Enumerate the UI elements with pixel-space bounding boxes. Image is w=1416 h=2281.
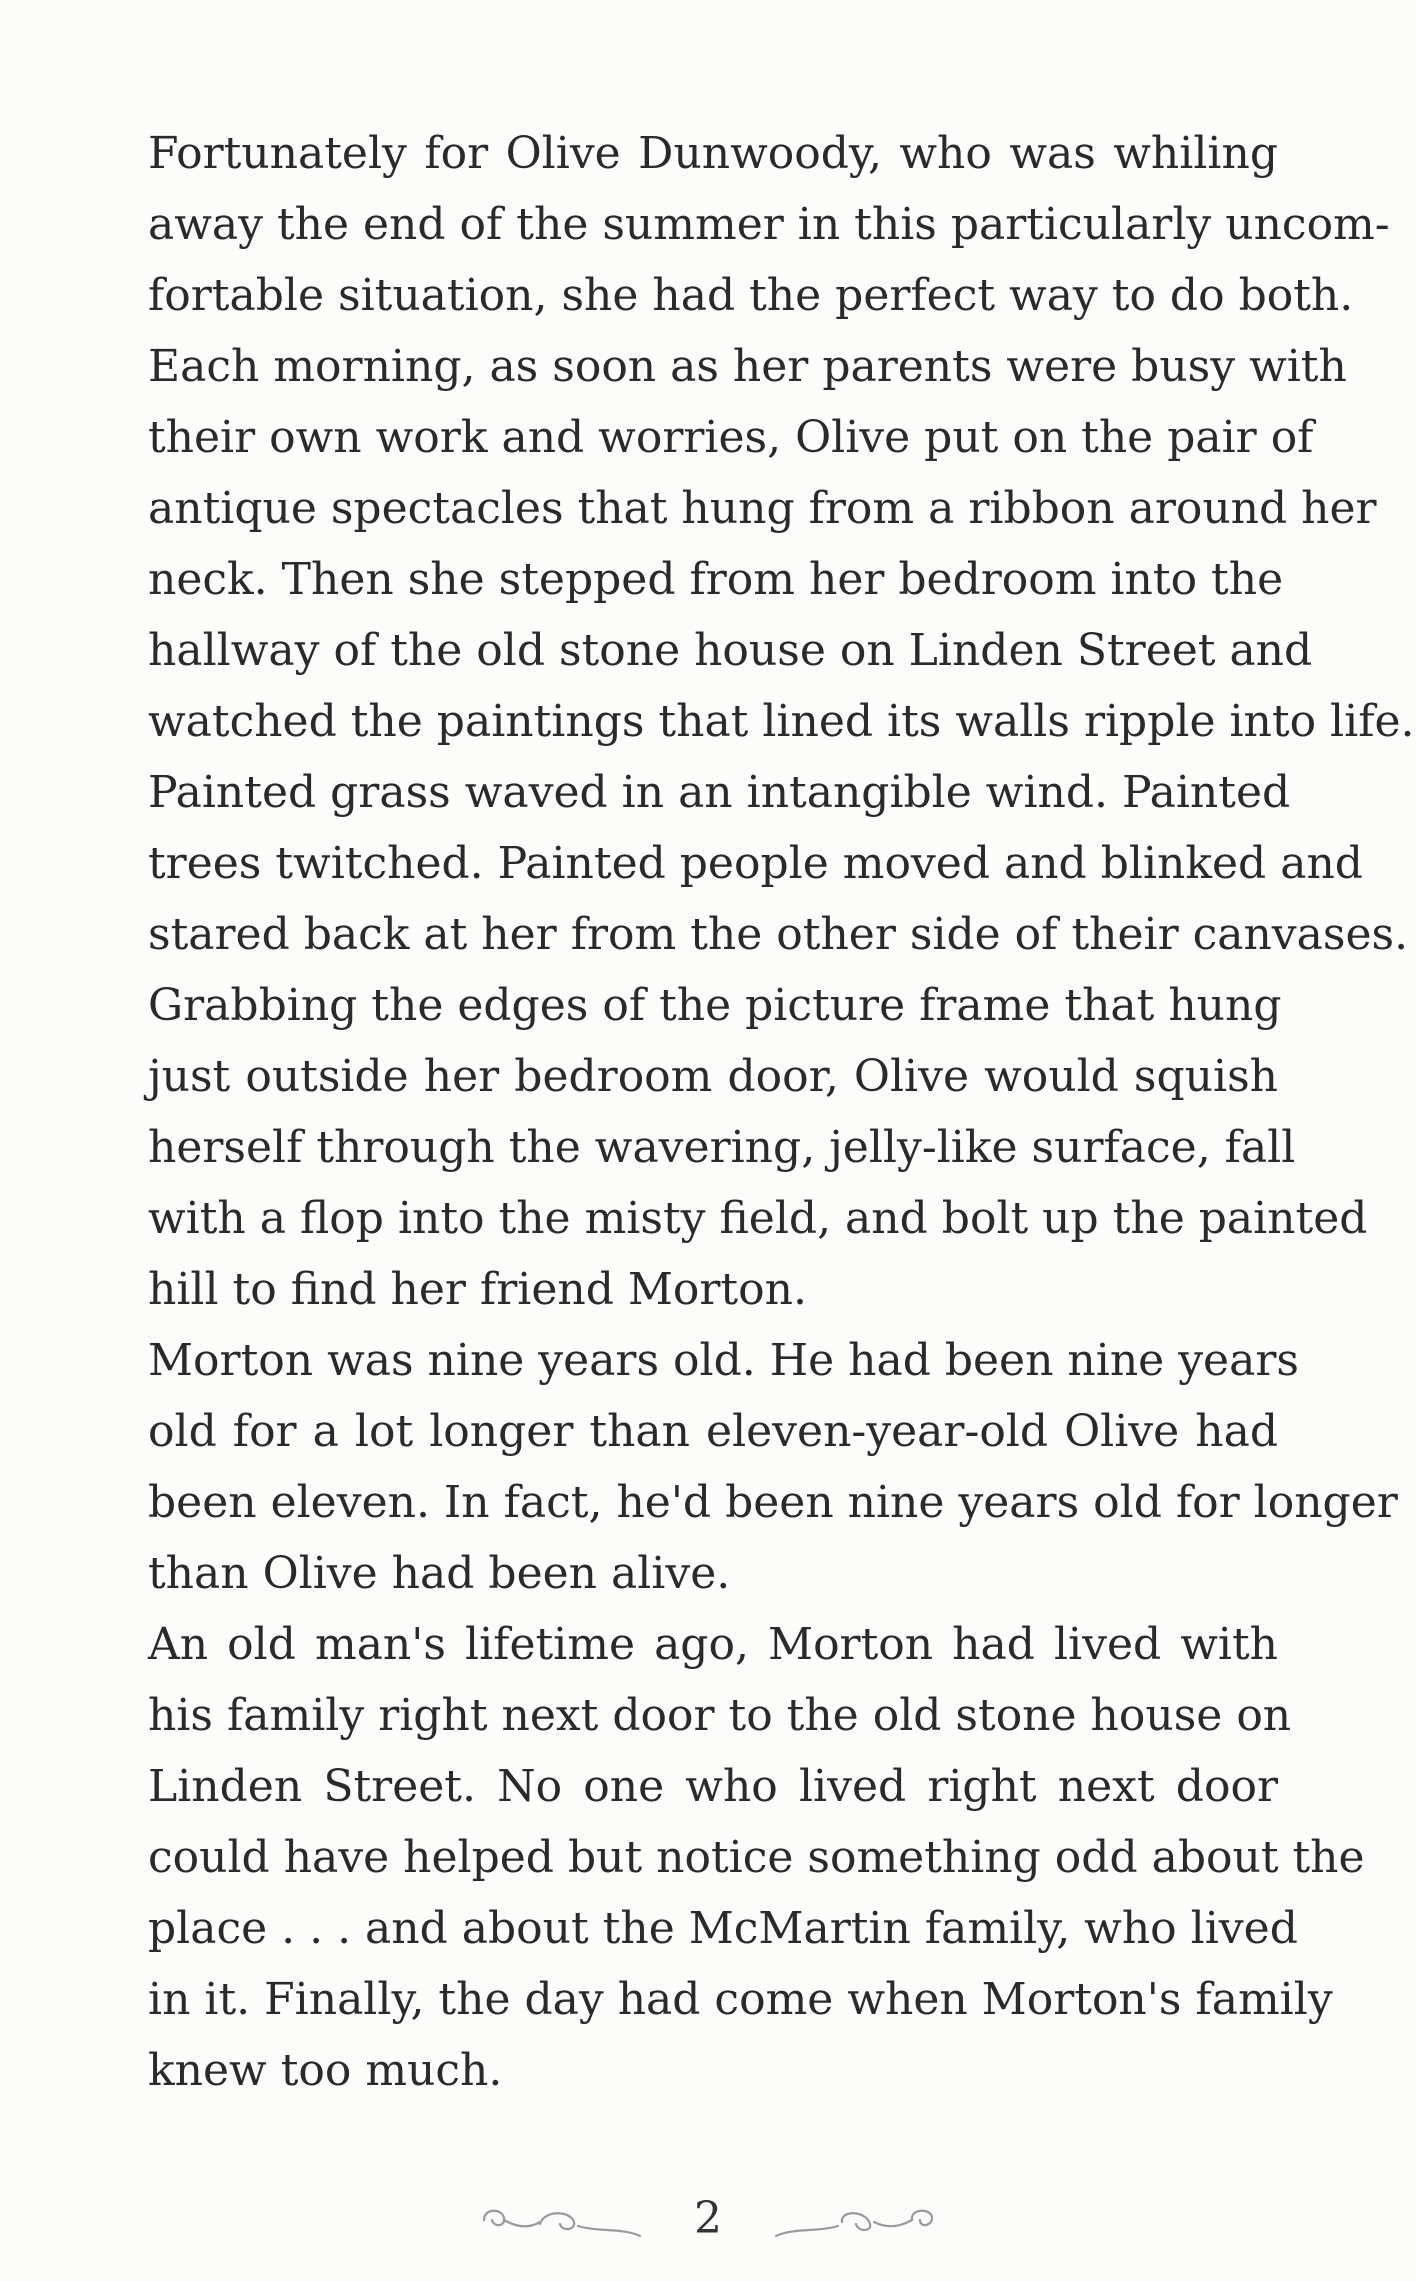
text-line: could have helped but notice something odd about the <box>148 1832 1365 1883</box>
text-line: old for a lot longer than eleven-year-old Olive had <box>148 1406 1278 1457</box>
text-line: fortable situation, she had the perfect way to do both. <box>148 270 1354 321</box>
text-line: than Olive had been alive. <box>148 1548 731 1599</box>
text-line: hill to find her friend Morton. <box>148 1264 807 1315</box>
page-footer <box>478 2184 938 2254</box>
text-line: away the end of the summer in this particularly uncom- <box>148 199 1390 250</box>
text-line: stared back at her from the other side of their canvases. <box>148 909 1409 960</box>
text-line: place . . . and about the McMartin family, who lived <box>148 1903 1298 1954</box>
text-line: herself through the wavering, jelly-like surface, fall <box>148 1122 1296 1173</box>
text-line: Grabbing the edges of the picture frame that hung <box>148 980 1282 1031</box>
text-line: watched the paintings that lined its walls ripple into life. <box>148 696 1415 747</box>
text-line: Fortunately for Olive Dunwoody, who was whiling <box>148 128 1278 179</box>
flourish-ornament-left-icon <box>478 2198 648 2242</box>
page-number: 2 <box>694 2193 722 2244</box>
text-line: neck. Then she stepped from her bedroom into the <box>148 554 1284 605</box>
text-line: knew too much. <box>148 2045 503 2096</box>
flourish-ornament-right-icon <box>768 2198 938 2242</box>
text-line: his family right next door to the old stone house on <box>148 1690 1292 1741</box>
text-line: their own work and worries, Olive put on the pair of <box>148 412 1314 463</box>
text-line: Painted grass waved in an intangible wind. Painted <box>148 767 1291 818</box>
text-line: Each morning, as soon as her parents were busy with <box>148 341 1347 392</box>
text-line: trees twitched. Painted people moved and blinked and <box>148 838 1363 889</box>
text-line: Linden Street. No one who lived right next door <box>148 1761 1278 1812</box>
text-line: been eleven. In fact, he'd been nine years old for longer <box>148 1477 1398 1528</box>
text-line: antique spectacles that hung from a ribbon around her <box>148 483 1377 534</box>
text-line: with a flop into the misty field, and bolt up the painted <box>148 1193 1368 1244</box>
text-line: An old man's lifetime ago, Morton had lived with <box>148 1619 1278 1670</box>
text-line: Morton was nine years old. He had been nine years <box>148 1335 1299 1386</box>
text-line: in it. Finally, the day had come when Morton's family <box>148 1974 1333 2025</box>
text-line: hallway of the old stone house on Linden Street and <box>148 625 1313 676</box>
text-line: just outside her bedroom door, Olive would squish <box>148 1051 1278 1102</box>
body-text <box>148 118 1415 2118</box>
